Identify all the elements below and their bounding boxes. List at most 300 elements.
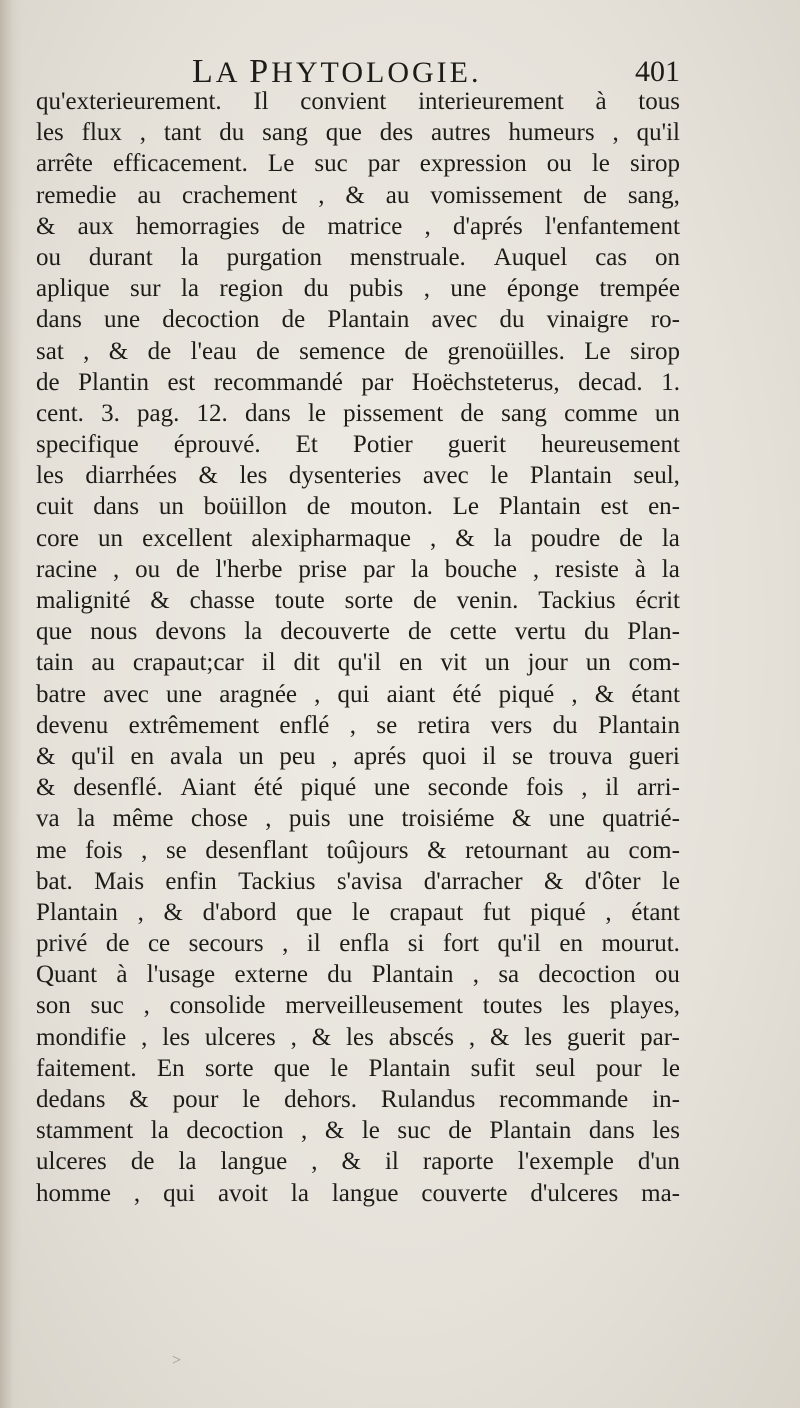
word: autres [430,119,491,147]
word: cas [595,243,628,271]
word: bouche [444,555,517,583]
word: 12. [196,399,228,427]
word: , [141,1023,148,1051]
word: prise [298,555,348,583]
word: des [379,119,414,147]
word: avec [431,306,478,334]
word: & [455,524,475,552]
word: tous [638,88,680,115]
word: efficacement. [112,150,248,178]
word: le [591,150,610,178]
word: seconde [427,774,509,802]
word: vinaigre [546,306,629,334]
word: que [296,898,333,926]
word: la [150,1117,169,1145]
word: l'eau [190,337,237,365]
word: ou [546,150,572,178]
word: qui [337,680,370,708]
word: grenoüilles. [447,337,565,365]
word: , [112,555,120,583]
word: pag. [136,399,180,427]
text-line [36,429,680,460]
word: & [543,867,564,895]
word: Aiant [180,774,237,802]
word: que [36,618,73,646]
word: consolide [169,992,266,1020]
word: , [472,961,480,989]
word: écrit [635,587,680,614]
word: vomissement [430,181,563,209]
word: la [493,524,512,552]
word: seul, [633,462,680,490]
word: dedans [36,1086,106,1113]
word: , [612,119,619,147]
word: fut [482,898,511,926]
word: au [385,181,410,209]
word: les [162,1023,191,1051]
word: & [341,1148,361,1176]
word: dans [93,493,140,521]
word: , [83,337,90,365]
word: tant [163,119,202,147]
word: avec [103,680,149,708]
word: de [460,399,484,427]
word: d'ulceres [530,1179,619,1207]
word: cent. [36,399,84,427]
word: core [36,524,80,552]
word: Quant [36,961,98,989]
text-line [36,835,680,866]
word: enfin [165,867,217,895]
word: de [407,618,432,646]
word: la [180,243,199,271]
text-line [36,460,680,491]
word: Il [253,88,269,115]
word: purgation [226,243,322,271]
word: durant [88,243,153,271]
word: vertu [514,618,567,646]
word: venin. [456,587,519,614]
word: boüillon [203,493,288,521]
word: une [104,306,141,334]
word: Plantain [327,306,410,334]
word: peu [279,742,316,770]
text-line [36,1084,680,1115]
word: toute [274,587,325,614]
running-title-p: P [249,53,272,90]
word: secours [188,930,264,958]
word: au [586,836,610,864]
word: & [489,1023,510,1051]
word: , [314,680,321,708]
word: à [116,961,128,989]
text-line [36,866,680,897]
word: la [290,1179,309,1207]
word: externe [234,961,308,989]
word: sang [501,399,547,427]
text-line [36,616,680,647]
word: humeurs [508,119,595,147]
word: , [429,524,437,552]
word: suc [314,150,348,178]
word: sirop [629,150,680,178]
word: on [655,243,680,271]
word: raporte [422,1148,494,1176]
word: la [244,618,263,646]
word: Plantain [489,1117,572,1145]
word: hemorragies [135,212,260,240]
word: de [448,1117,472,1145]
word: decoction [186,1117,284,1145]
word: se [165,836,187,864]
word: un [238,742,264,770]
word: ou [36,243,61,271]
word: , [423,275,430,303]
word: Le [584,337,611,365]
word: la [77,805,96,833]
word: in- [652,1086,680,1113]
word: semence [299,337,386,365]
word: par [362,555,395,583]
word: d'arracher [423,867,523,895]
text-line [36,897,680,928]
word: la [661,555,680,583]
word: du [219,119,245,147]
word: puis [288,805,331,833]
word: , [143,992,150,1020]
word: & [345,181,365,209]
word: desenflant [205,836,309,864]
word: aiant [386,680,436,708]
word: crapaut;car [132,649,244,677]
word: interieurement [418,88,564,115]
word: en [130,742,155,770]
word: dans [244,399,291,427]
word: vit [440,649,467,677]
word: diarrhées [85,462,177,490]
word: enfla [339,930,390,958]
word: desenflé. [73,774,163,802]
word: son [36,992,71,1020]
word: arrête [36,150,93,178]
word: & [324,1117,345,1145]
word: pour [172,1086,219,1113]
word: excellent [142,524,233,552]
word: homme [36,1179,111,1207]
word: , [139,119,147,147]
word: du [499,306,525,334]
word: aragnée [219,680,298,708]
word: vers [490,711,533,739]
word: flux [81,119,122,147]
word: de [147,337,172,365]
word: 3. [101,399,120,427]
word: piqué [498,680,555,708]
word: ou [654,961,680,989]
word: une [548,805,585,833]
word: d'aprés [452,212,523,240]
word: crachement [182,181,298,209]
word: à [595,88,607,115]
word: le [361,1117,380,1145]
word: region [219,275,284,303]
word: qu'il [337,649,382,677]
word: seul [535,1054,576,1082]
word: étant [631,680,680,708]
word: Plantain [498,493,581,521]
word: pour [595,1054,642,1082]
word: , [532,555,540,583]
word: pubis [349,275,404,303]
word: même [112,805,174,833]
text-line [36,336,680,367]
word: & [427,836,447,864]
text-line [36,1115,680,1146]
text-line [36,273,680,304]
word: par [361,368,394,396]
word: Tackius [538,587,616,614]
word: que [273,1054,310,1082]
word: decoction [538,961,636,989]
word: avoit [217,1179,268,1207]
word: la [180,275,200,303]
word: sat [36,337,64,365]
word: & [511,805,532,833]
word: de [413,587,437,614]
word: au [91,649,115,677]
word: il [605,774,620,802]
word: est [600,493,629,521]
word: Plantain [368,1054,451,1082]
word: d'ôter [584,867,641,895]
word: une [166,680,203,708]
word: , [137,898,144,926]
word: un [158,493,184,521]
word: privé [36,930,88,958]
word: , [571,680,578,708]
word: , [468,1023,476,1051]
word: remedie [36,181,117,209]
word: arri- [636,774,680,802]
word: matrice [327,212,403,240]
word: Le [267,150,295,178]
word: le [661,867,680,895]
text-line [36,117,680,148]
word: une [373,774,411,802]
word: qu'exterieurement. [36,88,222,115]
word: dysenteries [288,462,402,490]
word: le [351,898,370,926]
word: qu'il [636,119,680,147]
word: de [281,306,306,334]
word: bat. [36,867,73,895]
word: l'herbe [215,555,283,583]
text-line [36,1022,680,1053]
word: guerit [566,1023,626,1051]
running-title-rest: HYTOLOGIE. [271,56,482,89]
word: il [261,649,276,677]
word: un [484,649,510,677]
word: la [178,1148,197,1176]
text-line [36,86,680,117]
word: devenu [36,711,109,739]
word: decouverte [280,618,390,646]
word: de [583,181,607,209]
word: & [150,587,170,614]
word: quatrié- [602,805,680,833]
word: quoi [422,742,467,770]
text-line [36,491,680,522]
text-line [36,523,680,554]
word: l'enfantement [544,212,680,240]
word: , [605,898,612,926]
word: Tackius [238,867,316,895]
word: les [652,1117,680,1145]
word: & [594,680,615,708]
body-text [36,86,680,1209]
word: decoction [162,306,260,334]
word: com- [628,649,680,677]
word: fois [85,836,123,864]
word: la [410,555,429,583]
word: en [559,930,583,958]
word: fois [526,774,564,802]
word: resiste [554,555,619,583]
word: & [129,1086,149,1113]
word: pissement [343,399,444,427]
word: un [98,524,124,552]
word: Plantain [598,711,680,739]
word: ulceres [204,1023,276,1051]
word: me [36,836,67,864]
word: malignité [36,587,131,614]
word: & [311,1023,332,1051]
running-title-initial: L [192,53,216,90]
word: langue [220,1148,288,1176]
word: recommandé [213,368,343,396]
word: dit [293,649,320,677]
word: & [36,742,56,770]
word: suc [397,1117,431,1145]
page-gutter-shadow [0,0,22,1408]
word: l'usage [146,961,216,989]
text-line [36,772,680,803]
word: le [242,1086,261,1113]
text-line [36,1146,680,1177]
word: il [306,930,321,958]
word: cette [449,618,497,646]
word: abscés [388,1023,454,1051]
word: mondifie [36,1023,127,1051]
word: toûjours [326,836,409,864]
word: que [325,119,362,147]
word: un [585,649,611,677]
word: par- [640,1023,680,1051]
word: fort [442,930,479,958]
word: en [399,649,423,677]
word: suc [90,992,124,1020]
word: Plan- [627,618,680,646]
word: aplique [36,275,110,303]
word: qu'il [71,742,115,770]
word: , [581,774,588,802]
word: va [36,805,60,833]
word: dehors. [284,1086,358,1113]
word: sirop [630,337,680,365]
word: sang [262,119,308,147]
word: est [167,368,196,396]
word: le [490,462,509,490]
word: d'un [637,1148,680,1176]
word: enflé [279,711,330,739]
word: les [524,1023,553,1051]
word: la [661,524,680,552]
text-line [36,180,680,211]
word: Mais [94,867,145,895]
word: piqué [530,898,586,926]
text-line [36,741,680,772]
word: & [108,337,129,365]
word: qu'il [497,930,541,958]
word: de [176,555,200,583]
word: langue [331,1179,399,1207]
word: , [318,181,325,209]
word: été [452,680,482,708]
word: avec [422,462,469,490]
text-line [36,959,680,990]
running-title-a: A [215,56,239,89]
text-line [36,1178,680,1209]
word: les [346,1023,374,1051]
text-line [36,148,680,179]
word: au [137,181,162,209]
text-line [36,367,680,398]
word: été [253,774,283,802]
word: il [482,742,497,770]
word: le [330,1054,349,1082]
word: gueri [628,742,680,770]
word: En [156,1054,185,1082]
word: , [290,1023,297,1051]
word: ma- [641,1179,680,1207]
word: sorte [344,587,394,614]
word: heureusement [541,431,680,459]
text-line [36,398,680,429]
word: Et [295,431,318,459]
word: du [552,711,578,739]
text-line [36,242,680,273]
word: sa [498,961,520,989]
word: Plantain [529,462,612,490]
word: une [450,275,487,303]
word: playes, [609,992,680,1020]
word: crapaut [389,898,464,926]
word: , [133,1179,141,1207]
word: de [130,1148,155,1176]
word: retira [417,711,471,739]
text-line [36,803,680,834]
word: expression [419,150,527,178]
word: , [301,1117,308,1145]
footer-mark: > [172,1352,182,1369]
word: stamment [36,1117,134,1145]
word: les [562,992,591,1020]
word: éponge [506,275,580,303]
word: & [198,462,218,490]
word: comme [564,399,638,427]
word: éprouvé. [173,431,261,459]
word: batre [36,680,86,708]
